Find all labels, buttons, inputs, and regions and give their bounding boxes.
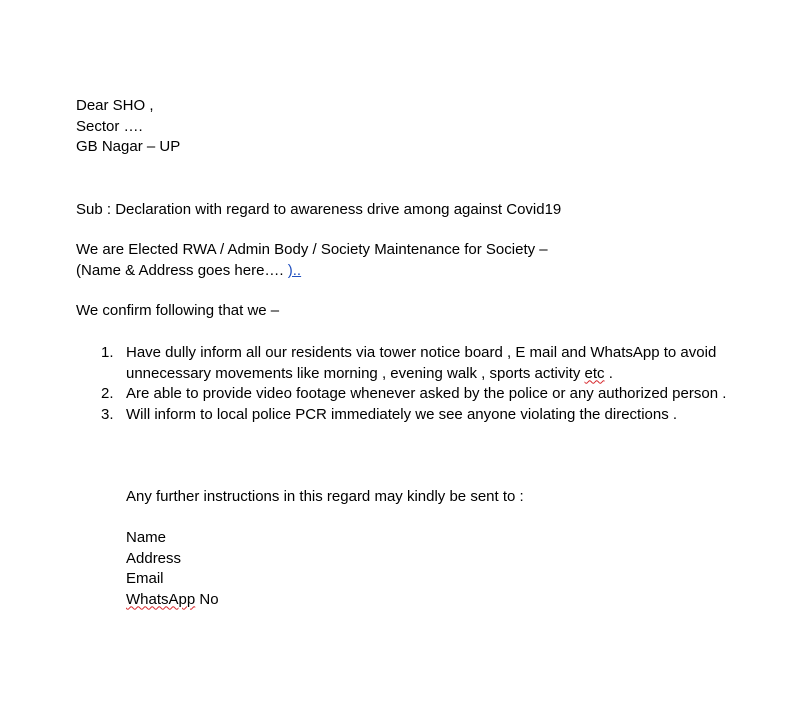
intro-line-2 [76, 261, 548, 282]
contact-whatsapp-label [126, 590, 219, 611]
contact-whatsapp-suffix: No [195, 590, 219, 608]
contact-name-label: Name [126, 529, 167, 546]
list-item-text-main: Have dully inform all our residents via tower notice board , E mail and WhatsApp to avoid unnecessary movements like morning , evening walk , sports activity [126, 344, 717, 382]
list-item [101, 343, 741, 384]
list-item [101, 384, 741, 405]
list-item [101, 405, 741, 426]
list-item-number: 2. [101, 385, 114, 402]
spellcheck-flagged-word[interactable]: etc [584, 364, 605, 382]
numbered-list [101, 343, 741, 425]
contact-email-label: Email [126, 570, 164, 587]
subject-line: Sub : Declaration with regard to awareness drive among against Covid19 [76, 201, 562, 218]
confirm-line: We confirm following that we – [76, 302, 280, 319]
recipient-location: GB Nagar – UP [76, 138, 181, 155]
list-item-text-end: . [604, 364, 613, 382]
list-item-text: Are able to provide video footage whenever asked by the police or any authorized person . [126, 385, 727, 402]
contact-address-label: Address [126, 549, 182, 567]
contact-fields-block [126, 528, 219, 610]
recipient-block [76, 96, 180, 158]
intro-line-2-text: (Name & Address goes here…. [76, 261, 288, 279]
list-item-text: Will inform to local police PCR immediately we see anyone violating the directions . [126, 405, 678, 423]
recipient-sector: Sector …. [76, 117, 143, 135]
list-item-number: 1. [101, 344, 114, 361]
intro-block [76, 240, 548, 281]
list-item-number: 3. [101, 405, 114, 423]
intro-line-1: We are Elected RWA / Admin Body / Society Maintenance for Society – [76, 241, 548, 258]
recipient-salutation: Dear SHO , [76, 97, 154, 114]
intro-placeholder-link[interactable]: ).. [287, 261, 302, 279]
further-instructions-line: Any further instructions in this regard may kindly be sent to : [126, 488, 524, 505]
list-item-text [126, 343, 741, 384]
spellcheck-flagged-word[interactable]: WhatsApp [126, 590, 196, 608]
